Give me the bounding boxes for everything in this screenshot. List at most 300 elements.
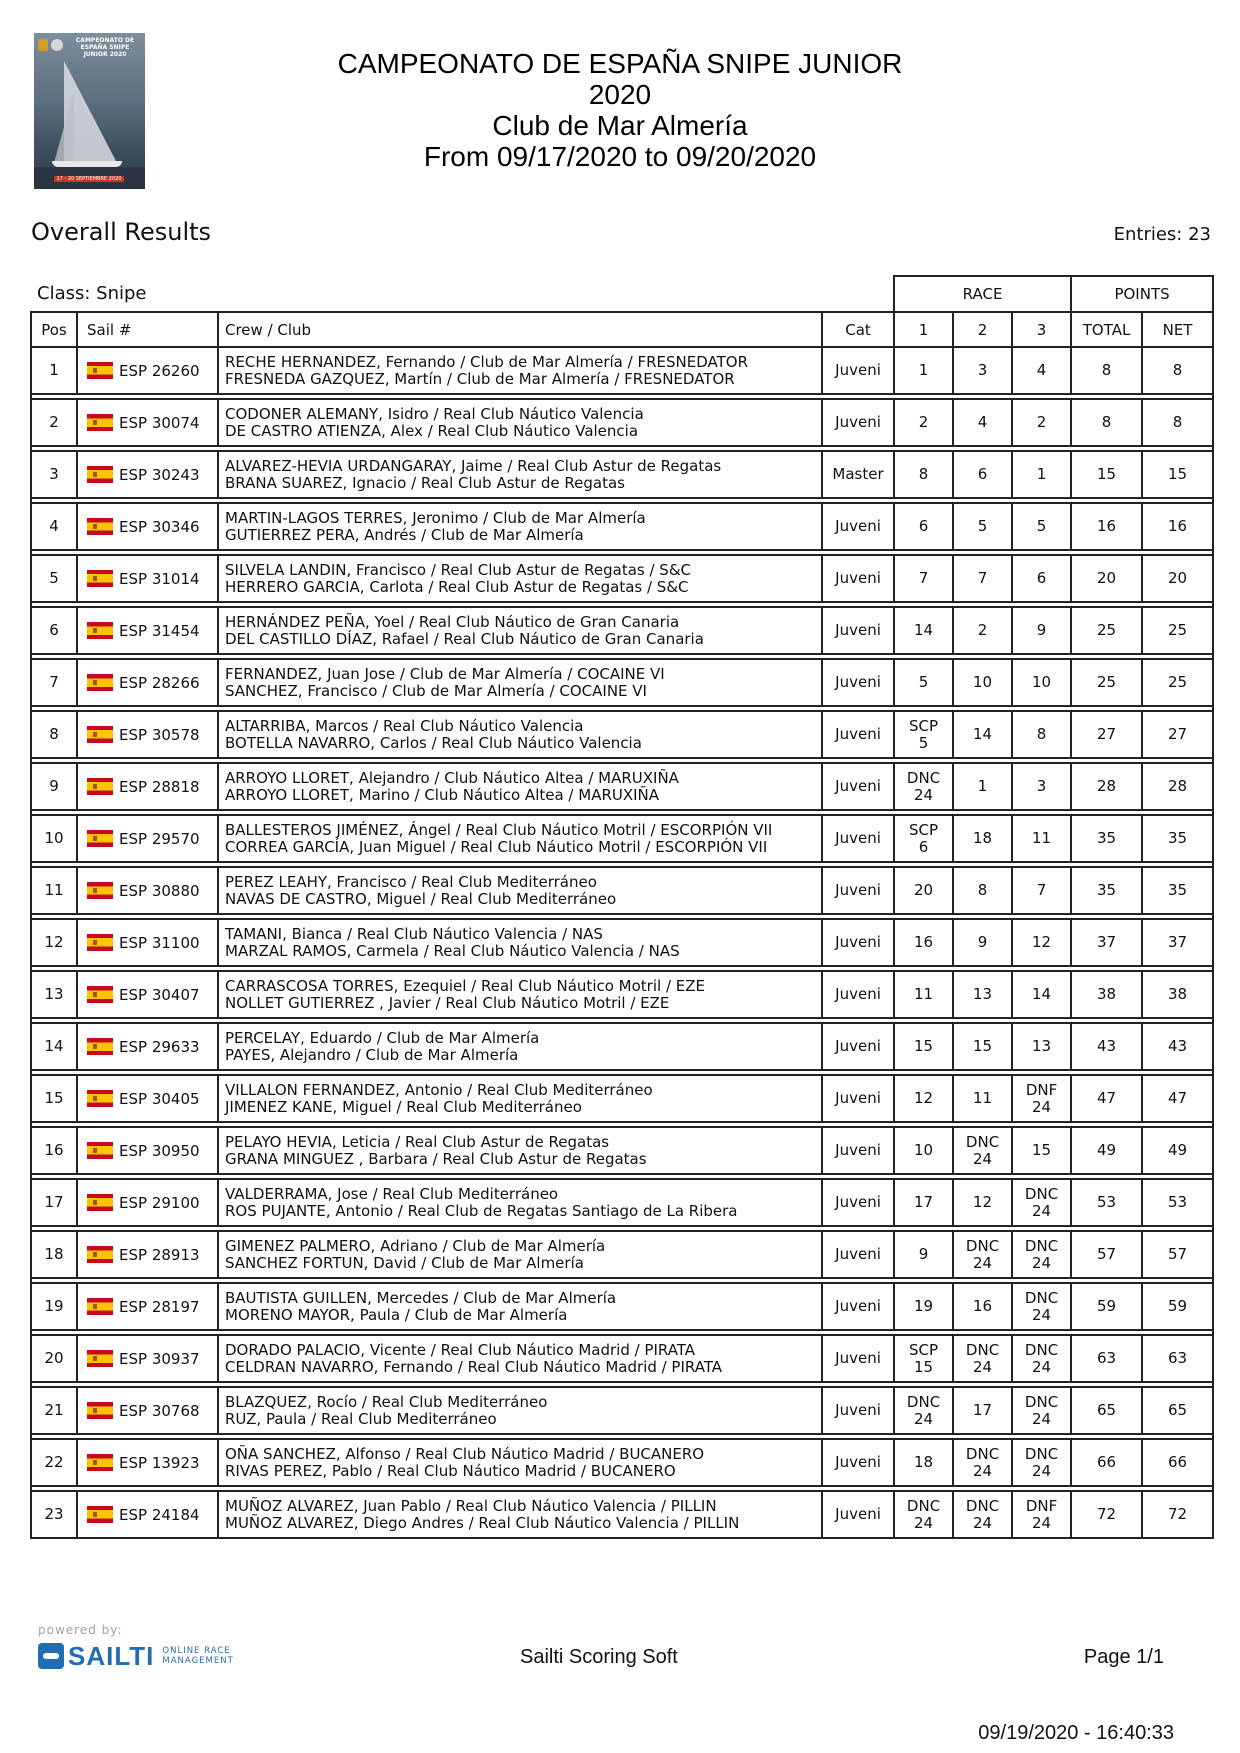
table-row [31, 815, 1213, 862]
cell-race-1 [894, 815, 953, 862]
crew-member: NAVAS DE CASTRO, Miguel / Real Club Mediterráneo [225, 889, 617, 908]
race-3-score: DNF [1025, 1080, 1058, 1099]
cell-sail [77, 1023, 218, 1070]
cell-total: 38 [1071, 971, 1142, 1018]
spain-flag-icon [87, 414, 113, 431]
race-2-score: 10 [973, 673, 993, 691]
sail-number: ESP 13923 [119, 1453, 200, 1472]
cell-race-3 [1012, 1283, 1071, 1330]
cell-pos: 20 [31, 1335, 77, 1382]
cell-sail [77, 711, 218, 758]
race-2-score: 4 [977, 413, 988, 431]
cell-total: 66 [1071, 1439, 1142, 1486]
race-1-score: SCP [909, 820, 939, 839]
cell-race-2 [953, 1023, 1012, 1070]
col-cat: Cat [822, 312, 894, 347]
sail-number: ESP 31100 [119, 933, 200, 952]
race-3-score: 6 [1036, 569, 1047, 587]
race-3-score: DNC [1024, 1444, 1059, 1463]
cell-net: 49 [1142, 1127, 1213, 1174]
col-total: TOTAL [1071, 312, 1142, 347]
poster-title: CAMPEONATO DE ESPAÑA SNIPE JUNIOR 2020 [75, 37, 135, 58]
cell-race-3 [1012, 815, 1071, 862]
table-row [31, 347, 1213, 394]
cell-race-2 [953, 1179, 1012, 1226]
cell-crew [218, 1179, 822, 1226]
cell-net: 66 [1142, 1439, 1213, 1486]
crew-member: DEL CASTILLO DÍAZ, Rafael / Real Club Náutico de Gran Canaria [225, 629, 704, 648]
cell-total: 53 [1071, 1179, 1142, 1226]
cell-race-1 [894, 867, 953, 914]
crew-member: MUÑOZ ALVAREZ, Diego Andres / Real Club Náutico Valencia / PILLIN [225, 1513, 740, 1532]
cell-cat: Master [822, 451, 894, 498]
race-1-score: DNC [906, 1496, 941, 1515]
cell-net: 25 [1142, 607, 1213, 654]
race-2-score: 11 [973, 1089, 993, 1107]
spain-flag-icon [87, 674, 113, 691]
crew-helm: BAUTISTA GUILLEN, Mercedes / Club de Mar Almería [225, 1288, 617, 1307]
sail-number: ESP 28266 [119, 673, 200, 692]
race-3-score: DNC [1024, 1392, 1059, 1411]
crew-helm: PEREZ LEAHY, Francisco / Real Club Mediterráneo [225, 872, 597, 891]
cell-race-1 [894, 711, 953, 758]
race-2-score: DNC [965, 1496, 1000, 1515]
cell-crew [218, 1439, 822, 1486]
race-3-points: 24 [1032, 1305, 1052, 1324]
crew-helm: ALVAREZ-HEVIA URDANGARAY, Jaime / Real Club Astur de Regatas [225, 456, 722, 475]
cell-crew [218, 399, 822, 446]
cell-sail [77, 503, 218, 550]
sail-number: ESP 30768 [119, 1401, 200, 1420]
cell-race-3 [1012, 1439, 1071, 1486]
cell-crew [218, 347, 822, 394]
crew-helm: GIMENEZ PALMERO, Adriano / Club de Mar Almería [225, 1236, 606, 1255]
col-sail: Sail # [77, 312, 218, 347]
cell-net: 35 [1142, 815, 1213, 862]
cell-pos: 22 [31, 1439, 77, 1486]
cell-race-2 [953, 763, 1012, 810]
race-2-score: 13 [973, 985, 993, 1003]
class-label: Class: Snipe [31, 276, 894, 312]
cell-pos: 2 [31, 399, 77, 446]
cell-net: 35 [1142, 867, 1213, 914]
cell-net: 53 [1142, 1179, 1213, 1226]
crew-member: GRANA MINGUEZ , Barbara / Real Club Astur de Regatas [225, 1149, 647, 1168]
cell-crew [218, 1335, 822, 1382]
race-2-score: 1 [977, 777, 988, 795]
sail-number: ESP 31454 [119, 621, 200, 640]
sail-number: ESP 30578 [119, 725, 200, 744]
race-1-points: 24 [914, 785, 934, 804]
jib-shape [54, 91, 74, 163]
cell-crew [218, 919, 822, 966]
spain-flag-icon [87, 1506, 113, 1523]
crew-member: JIMENEZ KANE, Miguel / Real Club Mediterráneo [225, 1097, 582, 1116]
cell-pos: 23 [31, 1491, 77, 1538]
sail-number: ESP 30950 [119, 1141, 200, 1160]
cell-total: 57 [1071, 1231, 1142, 1278]
cell-crew [218, 451, 822, 498]
cell-race-1 [894, 1179, 953, 1226]
cell-sail [77, 1127, 218, 1174]
cell-sail [77, 1387, 218, 1434]
cell-total: 28 [1071, 763, 1142, 810]
cell-total: 35 [1071, 867, 1142, 914]
cell-net: 25 [1142, 659, 1213, 706]
table-row [31, 503, 1213, 550]
cell-race-3 [1012, 1179, 1071, 1226]
cell-total: 43 [1071, 1023, 1142, 1070]
cell-race-3 [1012, 1127, 1071, 1174]
cell-race-3 [1012, 1491, 1071, 1538]
crew-member: BRANA SUAREZ, Ignacio / Real Club Astur de Regatas [225, 473, 625, 492]
cell-net: 72 [1142, 1491, 1213, 1538]
crew-member: RUZ, Paula / Real Club Mediterráneo [225, 1409, 497, 1428]
race-1-score: 18 [914, 1453, 934, 1471]
spain-flag-icon [87, 622, 113, 639]
race-2-score: 8 [977, 881, 988, 899]
race-1-score: 9 [918, 1245, 929, 1263]
table-row [31, 971, 1213, 1018]
cell-pos: 14 [31, 1023, 77, 1070]
race-3-score: DNC [1024, 1288, 1059, 1307]
spain-flag-icon [87, 726, 113, 743]
page-title [200, 48, 1040, 172]
table-row [31, 451, 1213, 498]
sail-number: ESP 30880 [119, 881, 200, 900]
sailti-logo [38, 1641, 234, 1671]
cell-race-1 [894, 1439, 953, 1486]
cell-sail [77, 347, 218, 394]
cell-net: 43 [1142, 1023, 1213, 1070]
crew-helm: MARTIN-LAGOS TERRES, Jeronimo / Club de Mar Almería [225, 508, 646, 527]
cell-sail [77, 659, 218, 706]
cell-crew [218, 659, 822, 706]
cell-race-3 [1012, 451, 1071, 498]
cell-race-2 [953, 1491, 1012, 1538]
spain-flag-icon [87, 1142, 113, 1159]
cell-net: 63 [1142, 1335, 1213, 1382]
race-3-points: 24 [1032, 1201, 1052, 1220]
cell-sail [77, 867, 218, 914]
sail-number: ESP 29570 [119, 829, 200, 848]
race-3-score: DNC [1024, 1184, 1059, 1203]
race-3-score: 10 [1032, 673, 1052, 691]
cell-net: 8 [1142, 347, 1213, 394]
club-crest-icon [38, 39, 48, 51]
col-race-1: 1 [894, 312, 953, 347]
cell-sail [77, 1491, 218, 1538]
sail-number: ESP 26260 [119, 361, 200, 380]
sail-number: ESP 28913 [119, 1245, 200, 1264]
table-row [31, 711, 1213, 758]
race-1-score: 16 [914, 933, 934, 951]
table-row [31, 763, 1213, 810]
points-group-header: POINTS [1071, 276, 1213, 312]
crew-helm: BLAZQUEZ, Rocío / Real Club Mediterráneo [225, 1392, 548, 1411]
cell-crew [218, 1231, 822, 1278]
cell-total: 20 [1071, 555, 1142, 602]
cell-race-3 [1012, 1387, 1071, 1434]
cell-net: 8 [1142, 399, 1213, 446]
title-line-2: 2020 [588, 79, 652, 110]
cell-crew [218, 1127, 822, 1174]
cell-sail [77, 919, 218, 966]
cell-sail [77, 1075, 218, 1122]
race-1-score: SCP [909, 1340, 939, 1359]
cell-pos: 18 [31, 1231, 77, 1278]
table-row [31, 1335, 1213, 1382]
col-race-3: 3 [1012, 312, 1071, 347]
cell-race-1 [894, 919, 953, 966]
race-2-points: 24 [973, 1149, 993, 1168]
spain-flag-icon [87, 362, 113, 379]
cell-net: 38 [1142, 971, 1213, 1018]
cell-cat: Juveni [822, 1179, 894, 1226]
spain-flag-icon [87, 1402, 113, 1419]
cell-net: 47 [1142, 1075, 1213, 1122]
table-row [31, 1023, 1213, 1070]
race-2-score: 15 [973, 1037, 993, 1055]
race-3-score: 14 [1032, 985, 1052, 1003]
cell-race-2 [953, 815, 1012, 862]
race-1-score: 15 [914, 1037, 934, 1055]
cell-crew [218, 1387, 822, 1434]
cell-pos: 12 [31, 919, 77, 966]
cell-crew [218, 867, 822, 914]
cell-race-1 [894, 971, 953, 1018]
cell-race-3 [1012, 763, 1071, 810]
section-title: Overall Results [31, 218, 212, 246]
table-row [31, 1439, 1213, 1486]
race-3-points: 24 [1032, 1461, 1052, 1480]
cell-race-1 [894, 1283, 953, 1330]
crew-member: NOLLET GUTIERREZ , Javier / Real Club Náutico Motril / EZE [225, 993, 670, 1012]
federation-logo-icon [51, 39, 63, 51]
crew-helm: FERNANDEZ, Juan Jose / Club de Mar Almería / COCAINE VI [225, 664, 665, 683]
cell-pos: 6 [31, 607, 77, 654]
crew-member: RIVAS PEREZ, Pablo / Real Club Náutico Madrid / BUCANERO [225, 1461, 676, 1480]
race-2-score: DNC [965, 1340, 1000, 1359]
sail-number: ESP 29100 [119, 1193, 200, 1212]
table-row [31, 919, 1213, 966]
race-1-points: 24 [914, 1513, 934, 1532]
cell-net: 57 [1142, 1231, 1213, 1278]
cell-race-1 [894, 1335, 953, 1382]
race-3-score: 15 [1032, 1141, 1052, 1159]
poster-dates: 17 - 20 SEPTIEMBRE 2020 [54, 176, 124, 182]
cell-race-3 [1012, 503, 1071, 550]
spain-flag-icon [87, 882, 113, 899]
cell-sail [77, 607, 218, 654]
table-row [31, 1127, 1213, 1174]
race-2-score: 6 [977, 465, 988, 483]
table-row [31, 1491, 1213, 1538]
cell-crew [218, 1075, 822, 1122]
race-2-score: 16 [973, 1297, 993, 1315]
cell-race-2 [953, 503, 1012, 550]
event-poster-image [34, 33, 145, 189]
cell-pos: 8 [31, 711, 77, 758]
cell-cat: Juveni [822, 1231, 894, 1278]
race-2-points: 24 [973, 1253, 993, 1272]
cell-total: 47 [1071, 1075, 1142, 1122]
cell-cat: Juveni [822, 1075, 894, 1122]
table-row [31, 659, 1213, 706]
race-2-score: 3 [977, 361, 988, 379]
cell-cat: Juveni [822, 815, 894, 862]
cell-pos: 15 [31, 1075, 77, 1122]
race-1-score: 20 [914, 881, 934, 899]
cell-crew [218, 971, 822, 1018]
cell-crew [218, 815, 822, 862]
cell-cat: Juveni [822, 503, 894, 550]
cell-race-1 [894, 1075, 953, 1122]
cell-race-2 [953, 711, 1012, 758]
cell-net: 28 [1142, 763, 1213, 810]
crew-helm: TAMANI, Bianca / Real Club Náutico Valencia / NAS [225, 924, 603, 943]
table-row [31, 1231, 1213, 1278]
cell-cat: Juveni [822, 555, 894, 602]
spain-flag-icon [87, 1454, 113, 1471]
spain-flag-icon [87, 1298, 113, 1315]
race-1-score: 7 [918, 569, 929, 587]
spain-flag-icon [87, 518, 113, 535]
race-1-score: SCP [909, 716, 939, 735]
cell-sail [77, 555, 218, 602]
crew-member: FRESNEDA GAZQUEZ, Martín / Club de Mar Almería / FRESNEDATOR [225, 369, 735, 388]
cell-cat: Juveni [822, 711, 894, 758]
race-3-points: 24 [1032, 1253, 1052, 1272]
cell-cat: Juveni [822, 1127, 894, 1174]
cell-crew [218, 1023, 822, 1070]
table-row [31, 1179, 1213, 1226]
crew-helm: PERCELAY, Eduardo / Club de Mar Almería [225, 1028, 540, 1047]
spain-flag-icon [87, 778, 113, 795]
race-3-score: 1 [1036, 465, 1047, 483]
crew-member: HERRERO GARCIA, Carlota / Real Club Astur de Regatas / S&C [225, 577, 689, 596]
table-row [31, 1387, 1213, 1434]
cell-total: 59 [1071, 1283, 1142, 1330]
race-1-score: DNC [906, 768, 941, 787]
cell-race-2 [953, 1387, 1012, 1434]
race-1-score: 10 [914, 1141, 934, 1159]
cell-sail [77, 1439, 218, 1486]
race-3-score: 3 [1036, 777, 1047, 795]
cell-total: 25 [1071, 659, 1142, 706]
cell-race-2 [953, 347, 1012, 394]
cell-race-1 [894, 1387, 953, 1434]
cell-pos: 17 [31, 1179, 77, 1226]
crew-helm: ALTARRIBA, Marcos / Real Club Náutico Valencia [225, 716, 584, 735]
race-3-score: DNC [1024, 1236, 1059, 1255]
cell-total: 65 [1071, 1387, 1142, 1434]
cell-race-1 [894, 763, 953, 810]
race-1-points: 24 [914, 1409, 934, 1428]
cell-total: 15 [1071, 451, 1142, 498]
sail-number: ESP 30346 [119, 517, 200, 536]
column-header-row [31, 312, 1213, 347]
crew-member: SANCHEZ, Francisco / Club de Mar Almería / COCAINE VI [225, 681, 647, 700]
race-1-score: 8 [918, 465, 929, 483]
race-3-score: 7 [1036, 881, 1047, 899]
cell-pos: 1 [31, 347, 77, 394]
cell-crew [218, 711, 822, 758]
cell-race-3 [1012, 1023, 1071, 1070]
spain-flag-icon [87, 1038, 113, 1055]
race-1-score: DNC [906, 1392, 941, 1411]
cell-pos: 7 [31, 659, 77, 706]
cell-race-2 [953, 607, 1012, 654]
cell-race-2 [953, 1335, 1012, 1382]
race-3-points: 24 [1032, 1357, 1052, 1376]
title-line-1: CAMPEONATO DE ESPAÑA SNIPE JUNIOR [337, 48, 903, 79]
cell-pos: 21 [31, 1387, 77, 1434]
cell-crew [218, 763, 822, 810]
crew-member: CELDRAN NAVARRO, Fernando / Real Club Náutico Madrid / PIRATA [225, 1357, 723, 1376]
cell-race-3 [1012, 971, 1071, 1018]
cell-race-1 [894, 399, 953, 446]
cell-total: 49 [1071, 1127, 1142, 1174]
race-1-score: 17 [914, 1193, 934, 1211]
crew-member: MORENO MAYOR, Paula / Club de Mar Almería [225, 1305, 568, 1324]
sail-number: ESP 28818 [119, 777, 200, 796]
cell-pos: 4 [31, 503, 77, 550]
race-2-score: 5 [977, 517, 988, 535]
cell-crew [218, 503, 822, 550]
race-1-score: 12 [914, 1089, 934, 1107]
cell-sail [77, 1231, 218, 1278]
race-2-score: 12 [973, 1193, 993, 1211]
results-table [30, 275, 1214, 1539]
crew-member: BOTELLA NAVARRO, Carlos / Real Club Náutico Valencia [225, 733, 642, 752]
cell-cat: Juveni [822, 763, 894, 810]
race-2-score: 14 [973, 725, 993, 743]
cell-cat: Juveni [822, 1023, 894, 1070]
cell-total: 35 [1071, 815, 1142, 862]
cell-race-2 [953, 919, 1012, 966]
race-3-points: 24 [1032, 1409, 1052, 1428]
crew-member: SANCHEZ FORTUN, David / Club de Mar Almería [225, 1253, 584, 1272]
cell-net: 37 [1142, 919, 1213, 966]
cell-race-2 [953, 399, 1012, 446]
spain-flag-icon [87, 934, 113, 951]
crew-helm: BALLESTEROS JIMÉNEZ, Ángel / Real Club Náutico Motril / ESCORPIÓN VII [225, 820, 773, 839]
cell-sail [77, 1283, 218, 1330]
cell-pos: 9 [31, 763, 77, 810]
cell-net: 15 [1142, 451, 1213, 498]
cell-cat: Juveni [822, 1387, 894, 1434]
race-2-score: 7 [977, 569, 988, 587]
race-3-score: 5 [1036, 517, 1047, 535]
footer-timestamp: 09/19/2020 - 16:40:33 [978, 1722, 1174, 1744]
cell-race-2 [953, 1283, 1012, 1330]
cell-sail [77, 1179, 218, 1226]
spain-flag-icon [87, 1194, 113, 1211]
cell-crew [218, 607, 822, 654]
footer-page-number: Page 1/1 [1083, 1646, 1164, 1668]
cell-sail [77, 971, 218, 1018]
race-3-score: DNC [1024, 1340, 1059, 1359]
cell-race-3 [1012, 1335, 1071, 1382]
crew-helm: MUÑOZ ALVAREZ, Juan Pablo / Real Club Náutico Valencia / PILLIN [225, 1496, 717, 1515]
crew-member: ARROYO LLORET, Marino / Club Náutico Altea / MARUXIÑA [225, 785, 660, 804]
cell-race-3 [1012, 659, 1071, 706]
tagline-line-1: ONLINE RACE [162, 1646, 231, 1656]
cell-total: 72 [1071, 1491, 1142, 1538]
race-3-score: 13 [1032, 1037, 1052, 1055]
cell-race-1 [894, 451, 953, 498]
